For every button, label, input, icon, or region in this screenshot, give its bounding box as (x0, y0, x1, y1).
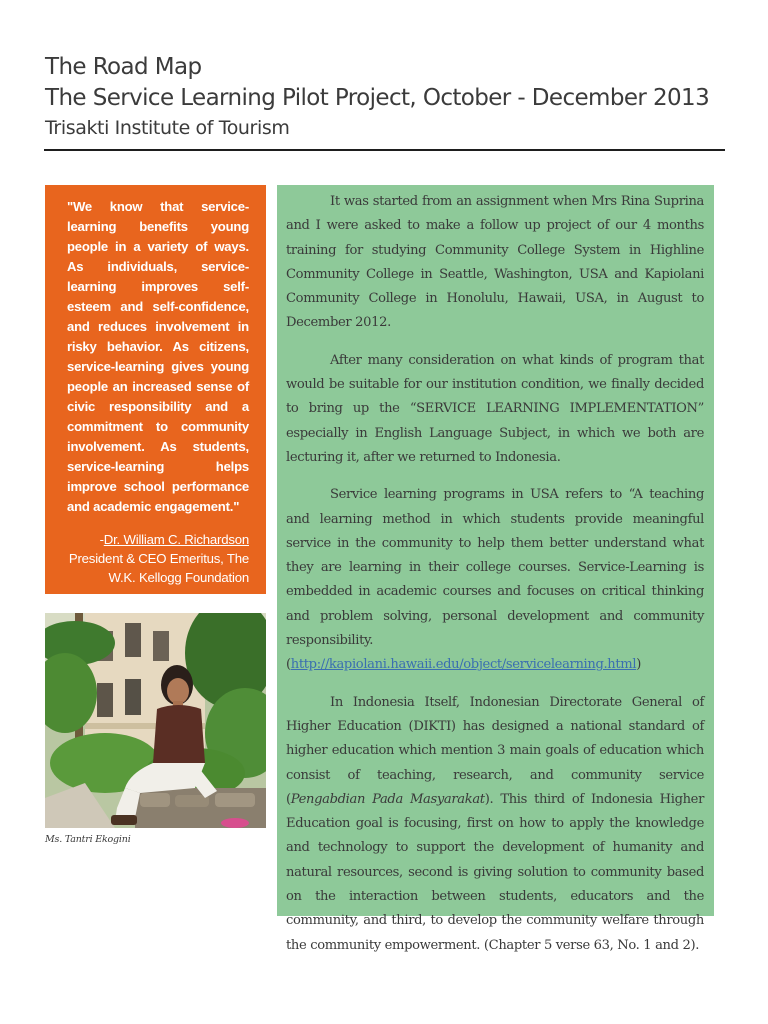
article-paragraph-2: After many consideration on what kinds of program that would be suitable for our institution condition, we finally decided to bring up the “SERVICE LEARNING IMPLEMENTATION” especially in English Language Subject, in which we both are lecturing it, after we returned to Indonesia. (286, 352, 704, 465)
quote-attribution (67, 530, 249, 587)
p4-italic-term: Pengabdian Pada Masyarakat (290, 791, 485, 807)
p3-close-paren: ) (636, 657, 641, 673)
title-line-2: The Service Learning Pilot Project, October - December 2013 (45, 85, 710, 111)
title-line-3: Trisakti Institute of Tourism (45, 117, 290, 139)
photo-caption: Ms. Tantri Ekogini (45, 834, 131, 845)
p4-before: In Indonesia Itself, Indonesian Directorate General of Higher Education (DIKTI) has designed a national standard of higher education which mention 3 main goals of education which consist of teaching, research, and community service ( (286, 694, 704, 807)
quote-author-role: President & CEO Emeritus, The W.K. Kellogg Foundation (68, 551, 249, 585)
header-divider (44, 149, 725, 151)
page-header (45, 52, 725, 142)
p3-text: Service learning programs in USA refers to “A teaching and learning method in which students provide meaningful service in the community to help them better understand what they are learning in their college courses. Service-Learning is embedded in academic courses and focuses on critical thinking and problem solving, personal development and community responsibility. (286, 487, 704, 649)
article-paragraph-3 (286, 483, 704, 677)
p3-open-paren: ( (286, 657, 291, 673)
quote-box (45, 185, 266, 594)
quote-dash: - (99, 532, 104, 547)
article-paragraph-1: It was started from an assignment when Mrs Rina Suprina and I were asked to make a follow up project of our 4 months training for studying Community College System in Highline Community College in Seattle, Washington, USA and Kapiolani Community College in Honolulu, Hawaii, USA, in August to December 2012. (286, 194, 704, 331)
quote-author: Dr. William C. Richardson (103, 532, 249, 547)
quote-text: "We know that service-learning benefits young people in a variety of ways. As individuals, service-learning improves self-esteem and self-confidence, and reduces involvement in risky behavior. As citizens, service-learning gives young people an increased sense of civic responsibility and a commitment to community involvement. As students, service-learning helps improve school performance and academic engagement." (67, 199, 249, 514)
title-line-1: The Road Map (45, 54, 202, 80)
kapiolani-link[interactable]: http://kapiolani.hawaii.edu/object/servicelearning.html (290, 657, 637, 673)
p4-after: ). This third of Indonesia Higher Education goal is focusing, first on how to apply the knowledge and technology to support the development of humanity and natural resources, second is giving solution to community based on the interaction between students, educators and the community, and third, to develop the community welfare through the community empowerment. (Chapter 5 verse 63, No. 1 and 2). (286, 791, 704, 953)
portrait-photo (45, 613, 266, 828)
article-paragraph-4 (286, 691, 704, 958)
article-box (277, 185, 714, 953)
